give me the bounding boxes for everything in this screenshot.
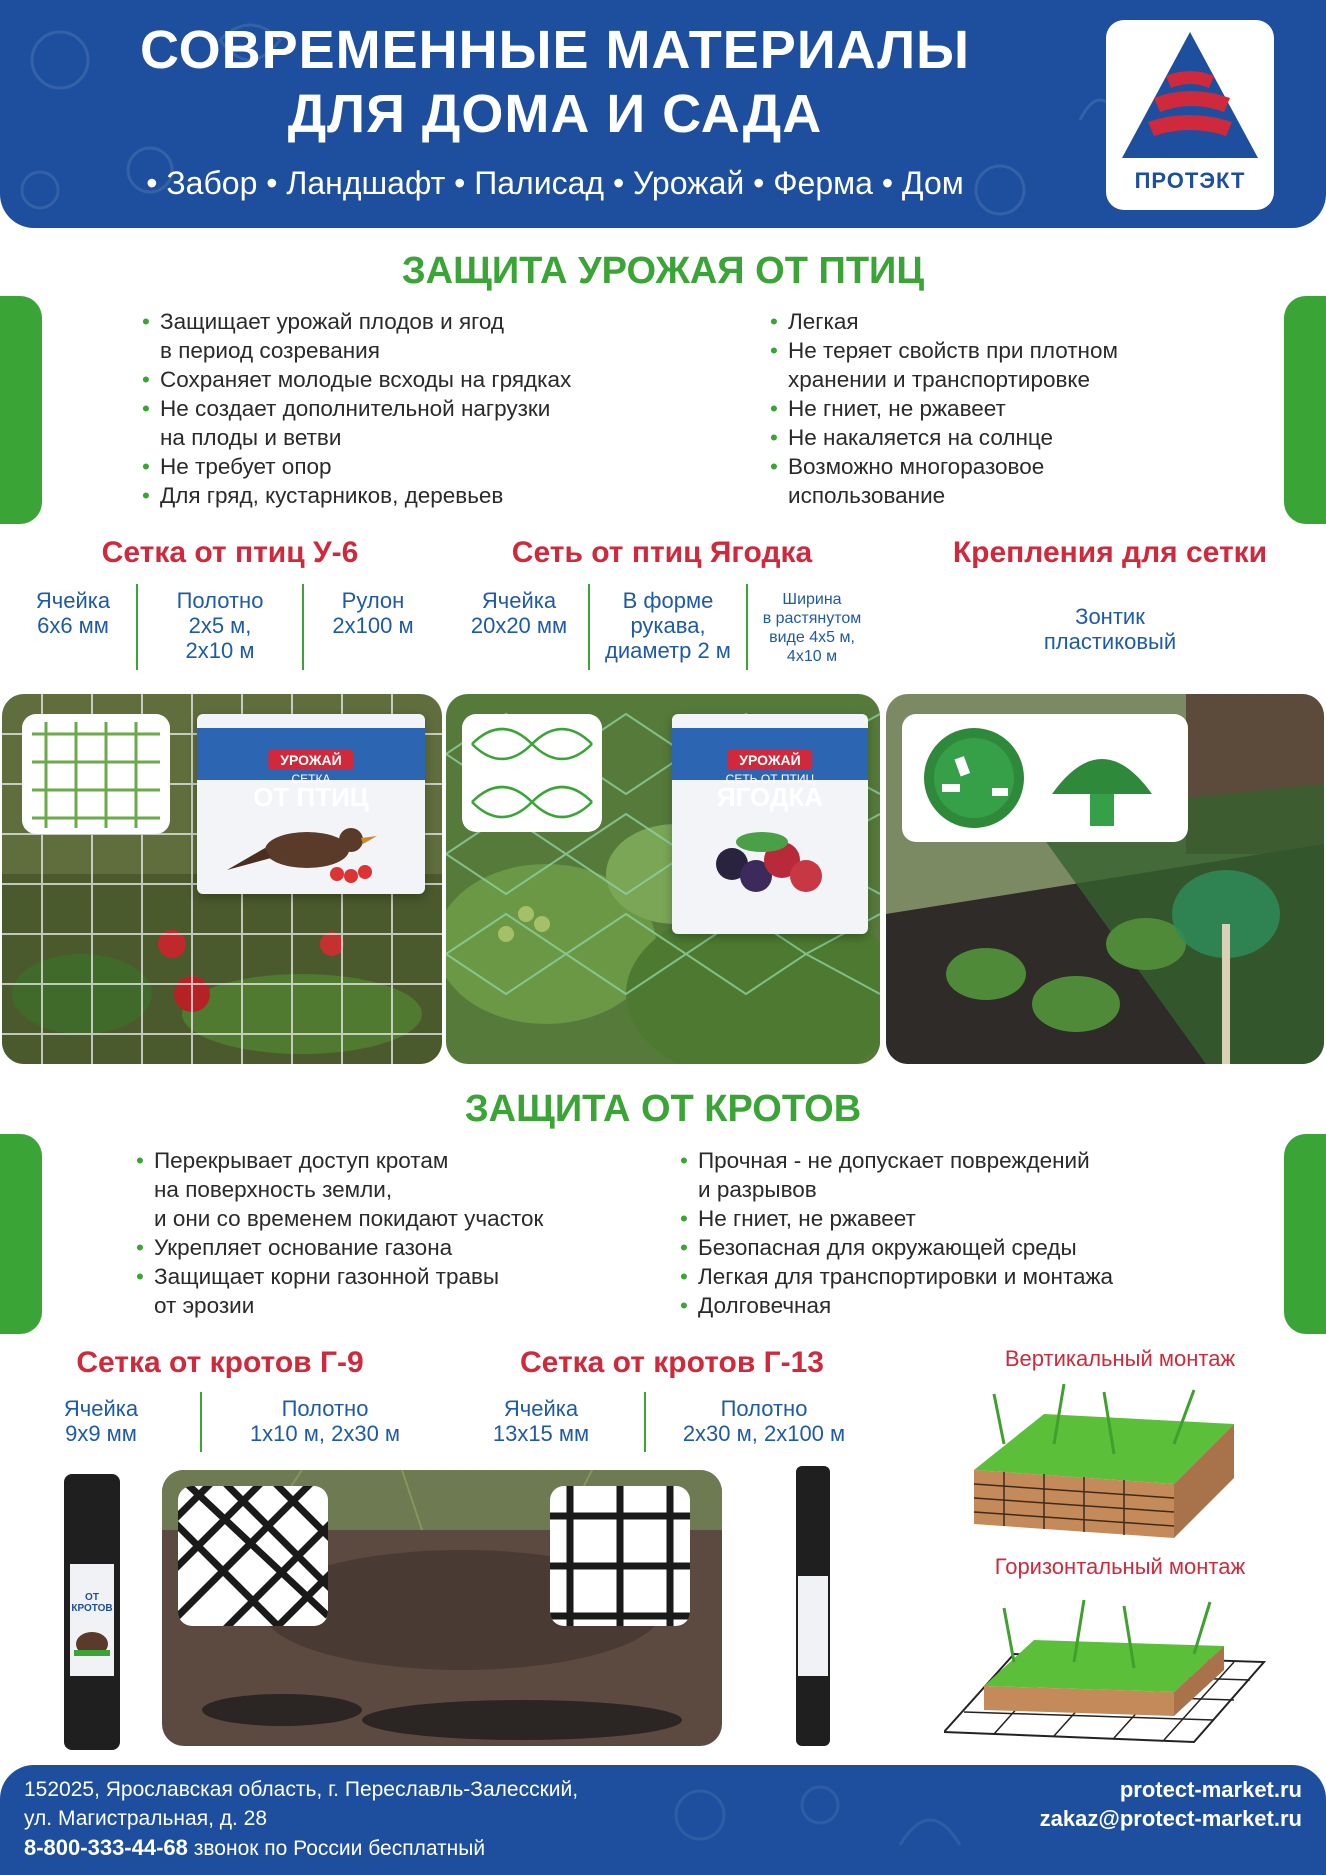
- list-item: • Защищает корни газонной травы от эрозии: [134, 1262, 694, 1320]
- tag-fence: • Забор: [146, 165, 257, 201]
- list-item: • Безопасная для окружающей среды: [678, 1233, 1238, 1262]
- pack-sub: СЕТКА: [291, 772, 331, 786]
- website-link[interactable]: protect-market.ru: [1119, 1777, 1302, 1802]
- list-item: • Прочная - не допускает повреждений и разрывов: [678, 1146, 1238, 1204]
- birds-section-title: ЗАЩИТА УРОЖАЯ ОТ ПТИЦ: [401, 250, 925, 292]
- product-title-g13: Сетка от кротов Г-13: [520, 1346, 824, 1379]
- divider: [746, 584, 748, 670]
- berries-icon: [702, 824, 842, 914]
- list-item: • Защищает урожай плодов и ягод в период созревания: [140, 307, 700, 365]
- tag-farm: • Ферма: [753, 165, 873, 201]
- spec-cell-yagodka: Ячейка 20х20 мм: [470, 588, 568, 638]
- moles-section-title: ЗАЩИТА ОТ КРОТОВ: [464, 1088, 862, 1130]
- diamond-mesh-inset-g9: [178, 1486, 328, 1626]
- list-item: • Возможно многоразовое использование: [768, 452, 1228, 510]
- square-mesh-icon: [22, 714, 170, 834]
- mole-icon: [70, 1620, 114, 1660]
- mount-vertical-title: Вертикальный монтаж: [1004, 1346, 1236, 1371]
- left-green-tab: [0, 1134, 42, 1334]
- spec-sheet-g13: Полотно 2х30 м, 2х100 м: [682, 1396, 846, 1446]
- roll-label: ОТ КРОТОВ: [71, 1592, 113, 1614]
- list-item: • Легкая: [768, 307, 1228, 336]
- tag-harvest: • Урожай: [613, 165, 744, 201]
- square-mesh-inset-g13: [550, 1486, 690, 1626]
- package-yagodka: [672, 714, 868, 934]
- protekt-logo: [1106, 20, 1274, 210]
- product-title-yagodka: Сеть от птиц Ягодка: [511, 536, 813, 569]
- photo-fasteners: [886, 694, 1324, 1064]
- list-item: • Не теряет свойств при плотном хранении и транспортировке: [768, 336, 1228, 394]
- phone-note: звонок по России бесплатный: [193, 1837, 486, 1860]
- email-link[interactable]: zakaz@protect-market.ru: [1039, 1806, 1302, 1831]
- right-green-tab: [1284, 296, 1326, 524]
- horizontal-mount-icon: [944, 1592, 1268, 1752]
- spec-cell-g9: Ячейка 9х9 мм: [63, 1396, 139, 1446]
- pack-title: ЯГОДКА: [716, 782, 824, 812]
- roll-g13: [796, 1466, 830, 1746]
- spec-roll-u6: Рулон 2х100 м: [332, 588, 414, 638]
- product-title-fasteners: Крепления для сетки: [952, 536, 1268, 569]
- list-item: • Сохраняет молодые всходы на грядках: [140, 365, 700, 394]
- address-line-2: ул. Магистральная, д. 28: [24, 1807, 268, 1830]
- pack-sub: СЕТЬ ОТ ПТИЦ: [725, 772, 815, 786]
- footer-contacts: [24, 1775, 578, 1863]
- moles-bullets-right: [678, 1146, 1238, 1320]
- black-square-mesh-icon: [550, 1486, 690, 1626]
- mesh-inset-u6: [22, 714, 170, 834]
- header-title-line-1: СОВРЕМЕННЫЕ МАТЕРИАЛЫ: [139, 20, 971, 80]
- divider: [644, 1392, 646, 1452]
- logo-text: ПРОТЭКТ: [1134, 168, 1246, 193]
- moles-bullets-left: [134, 1146, 694, 1320]
- pack-brand: УРОЖАЙ: [268, 750, 353, 770]
- left-green-tab: [0, 296, 42, 524]
- header-title: [40, 18, 1070, 146]
- list-item: • Перекрывает доступ кротам на поверхность земли, и они со временем покидают участок: [134, 1146, 694, 1233]
- list-item: • Легкая для транспортировки и монтажа: [678, 1262, 1238, 1291]
- tag-palisade: • Палисад: [454, 165, 604, 201]
- diamond-mesh-icon: [462, 714, 602, 832]
- vertical-mount-icon: [964, 1384, 1244, 1540]
- list-item: • Не создает дополнительной нагрузки на плоды и ветви: [140, 394, 700, 452]
- list-item: • Укрепляет основание газона: [134, 1233, 694, 1262]
- spec-fastener-type: Зонтик пластиковый: [1043, 604, 1177, 654]
- spec-sleeve-yagodka: В форме рукава, диаметр 2 м: [605, 588, 731, 663]
- mount-horizontal-title: Горизонтальный монтаж: [994, 1554, 1246, 1579]
- divider: [136, 584, 138, 670]
- photo-yagodka-net: [446, 694, 880, 1064]
- address-line-1: 152025, Ярославская область, г. Переславль-Залесский,: [24, 1778, 579, 1801]
- birds-bullets-left: [140, 307, 700, 510]
- right-green-tab: [1284, 1134, 1326, 1334]
- roll-g9: [64, 1474, 120, 1750]
- list-item: • Не гниет, не ржавеет: [678, 1204, 1238, 1233]
- divider: [588, 584, 590, 670]
- spec-sheet-g9: Полотно 1х10 м, 2х30 м: [249, 1396, 401, 1446]
- pack-title: ОТ ПТИЦ: [253, 782, 369, 812]
- tag-home: • Дом: [882, 165, 964, 201]
- photo-u6-net: [2, 694, 442, 1064]
- header-title-line-2: ДЛЯ ДОМА И САДА: [287, 84, 823, 144]
- tag-landscape: • Ландшафт: [266, 165, 445, 201]
- spec-width-yagodka: Ширина в растянутом виде 4х5 м, 4х10 м: [762, 591, 862, 665]
- spec-cell-u6: Ячейка 6х6 мм: [35, 588, 111, 638]
- list-item: • Не требует опор: [140, 452, 700, 481]
- header-banner: [0, 0, 1326, 228]
- product-title-u6: Сетка от птиц У-6: [101, 536, 359, 569]
- photo-mole-net-soil: [162, 1470, 722, 1746]
- list-item: • Не гниет, не ржавеет: [768, 394, 1228, 423]
- phone-link[interactable]: 8-800-333-44-68: [24, 1835, 188, 1860]
- umbrella-clip-icon: [902, 714, 1188, 842]
- spec-cell-g13: Ячейка 13х15 мм: [492, 1396, 590, 1446]
- black-diamond-mesh-icon: [178, 1486, 328, 1626]
- package-u6: [197, 714, 425, 894]
- divider: [302, 584, 304, 670]
- list-item: • Для гряд, кустарников, деревьев: [140, 481, 700, 510]
- footer-web: [1040, 1775, 1302, 1833]
- header-tags: [40, 165, 1070, 202]
- fastener-inset: [902, 714, 1188, 842]
- divider: [200, 1392, 202, 1452]
- birds-bullets-right: [768, 307, 1228, 510]
- footer: [0, 1765, 1326, 1875]
- mesh-inset-yagodka: [462, 714, 602, 832]
- product-title-g9: Сетка от кротов Г-9: [76, 1346, 364, 1379]
- list-item: • Долговечная: [678, 1291, 1238, 1320]
- list-item: • Не накаляется на солнце: [768, 423, 1228, 452]
- bird-icon: [227, 814, 397, 884]
- logo-triangle-icon: [1106, 20, 1274, 170]
- spec-sheet-u6: Полотно 2х5 м, 2х10 м: [176, 588, 264, 663]
- pack-brand: УРОЖАЙ: [727, 750, 812, 770]
